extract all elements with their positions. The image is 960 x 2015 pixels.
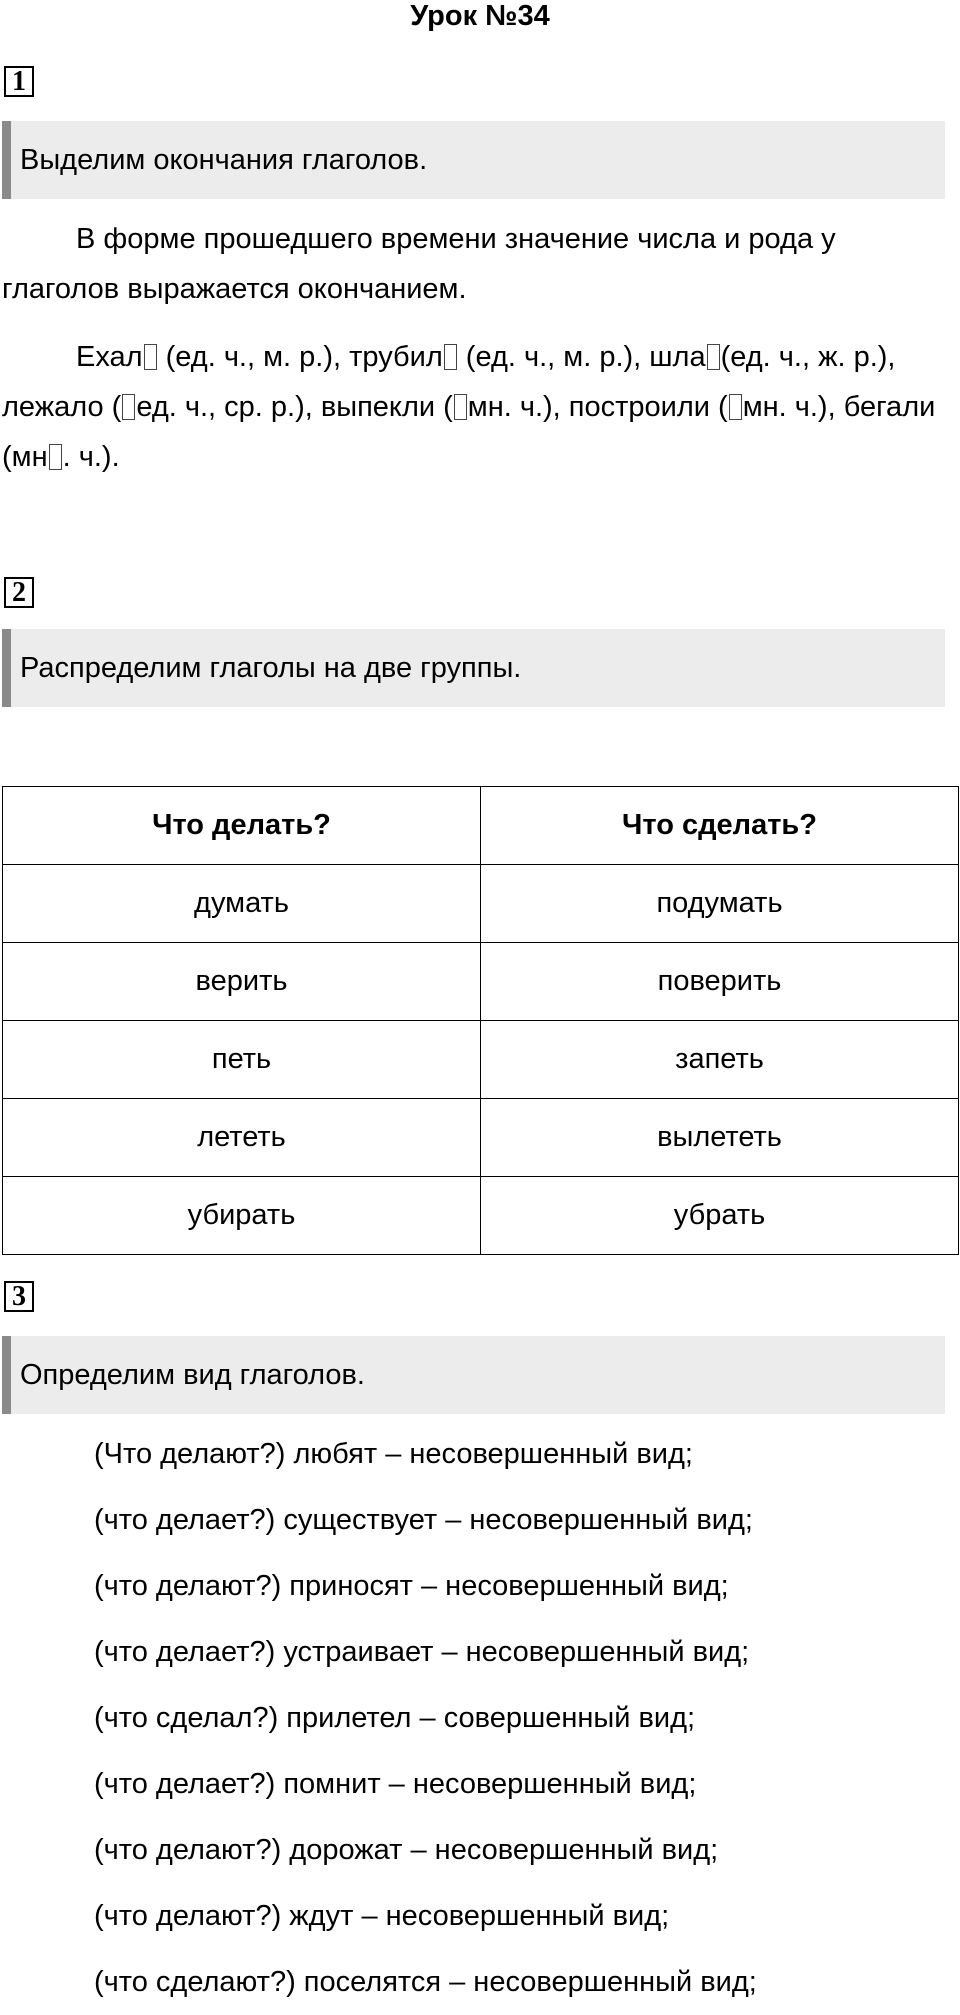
ending-box: [144, 344, 157, 370]
ending-box: [122, 394, 135, 420]
table-cell: петь: [3, 1021, 481, 1099]
table-cell: подумать: [481, 865, 959, 943]
lesson-title: Урок №34: [410, 0, 550, 32]
table-cell: запеть: [481, 1021, 959, 1099]
column-header-imperfective: Что делать?: [3, 787, 481, 865]
table-cell: убрать: [481, 1177, 959, 1255]
ending-box: [707, 344, 720, 370]
task-1-rule-text: В форме прошедшего времени значение числа и рода у глаголов выражается окончанием.: [2, 223, 836, 305]
task-1-answer: [2, 332, 957, 482]
list-item: (что сделают?) поселятся – несовершенный вид;: [94, 1966, 757, 1998]
list-item: (что делает?) существует – несовершенный вид;: [94, 1504, 753, 1536]
list-item: (Что делают?) любят – несовершенный вид;: [94, 1438, 693, 1470]
table-cell: убирать: [3, 1177, 481, 1255]
table-cell: поверить: [481, 943, 959, 1021]
ending-box: [729, 394, 742, 420]
ending-box: [49, 444, 62, 470]
column-header-perfective: Что сделать?: [481, 787, 959, 865]
task-2-number: 2: [4, 577, 34, 608]
table-cell: верить: [3, 943, 481, 1021]
task-1-answer-text: Ехал (ед. ч., м. р.), трубил (ед. ч., м. р.), шла (ед. ч., ж. р.), лежало ( ед. ч., ср. р.), выпекли ( мн. ч.), построили ( мн. ч.), бегали (мн . ч.).: [2, 341, 936, 473]
task-3-number: 3: [4, 1281, 34, 1312]
list-item: (что делает?) устраивает – несовершенный вид;: [94, 1636, 750, 1668]
list-item: (что делают?) приносят – несовершенный вид;: [94, 1570, 729, 1602]
table-row: [3, 1021, 959, 1099]
table-cell: лететь: [3, 1099, 481, 1177]
list-item: (что делают?) ждут – несовершенный вид;: [94, 1900, 670, 1932]
table-row: [3, 1177, 959, 1255]
task-1-instruction: Выделим окончания глаголов.: [2, 121, 945, 199]
list-item: (что сделал?) прилетел – совершенный вид;: [94, 1702, 696, 1734]
table-cell: думать: [3, 865, 481, 943]
list-item: (что делают?) дорожат – несовершенный вид;: [94, 1834, 719, 1866]
table-row: [3, 943, 959, 1021]
table-cell: вылететь: [481, 1099, 959, 1177]
ending-box: [454, 394, 467, 420]
task-3-instruction: Определим вид глаголов.: [2, 1336, 945, 1414]
verbs-table: [2, 786, 959, 1255]
verb-aspect-list: [94, 1421, 757, 2015]
table-header-row: [3, 787, 959, 865]
list-item: (что делает?) помнит – несовершенный вид;: [94, 1768, 697, 1800]
ending-box: [444, 344, 457, 370]
table-row: [3, 865, 959, 943]
task-2-instruction: Распределим глаголы на две группы.: [2, 629, 945, 707]
table-row: [3, 1099, 959, 1177]
task-1-explanation: [2, 214, 957, 314]
task-1-number: 1: [4, 66, 34, 97]
